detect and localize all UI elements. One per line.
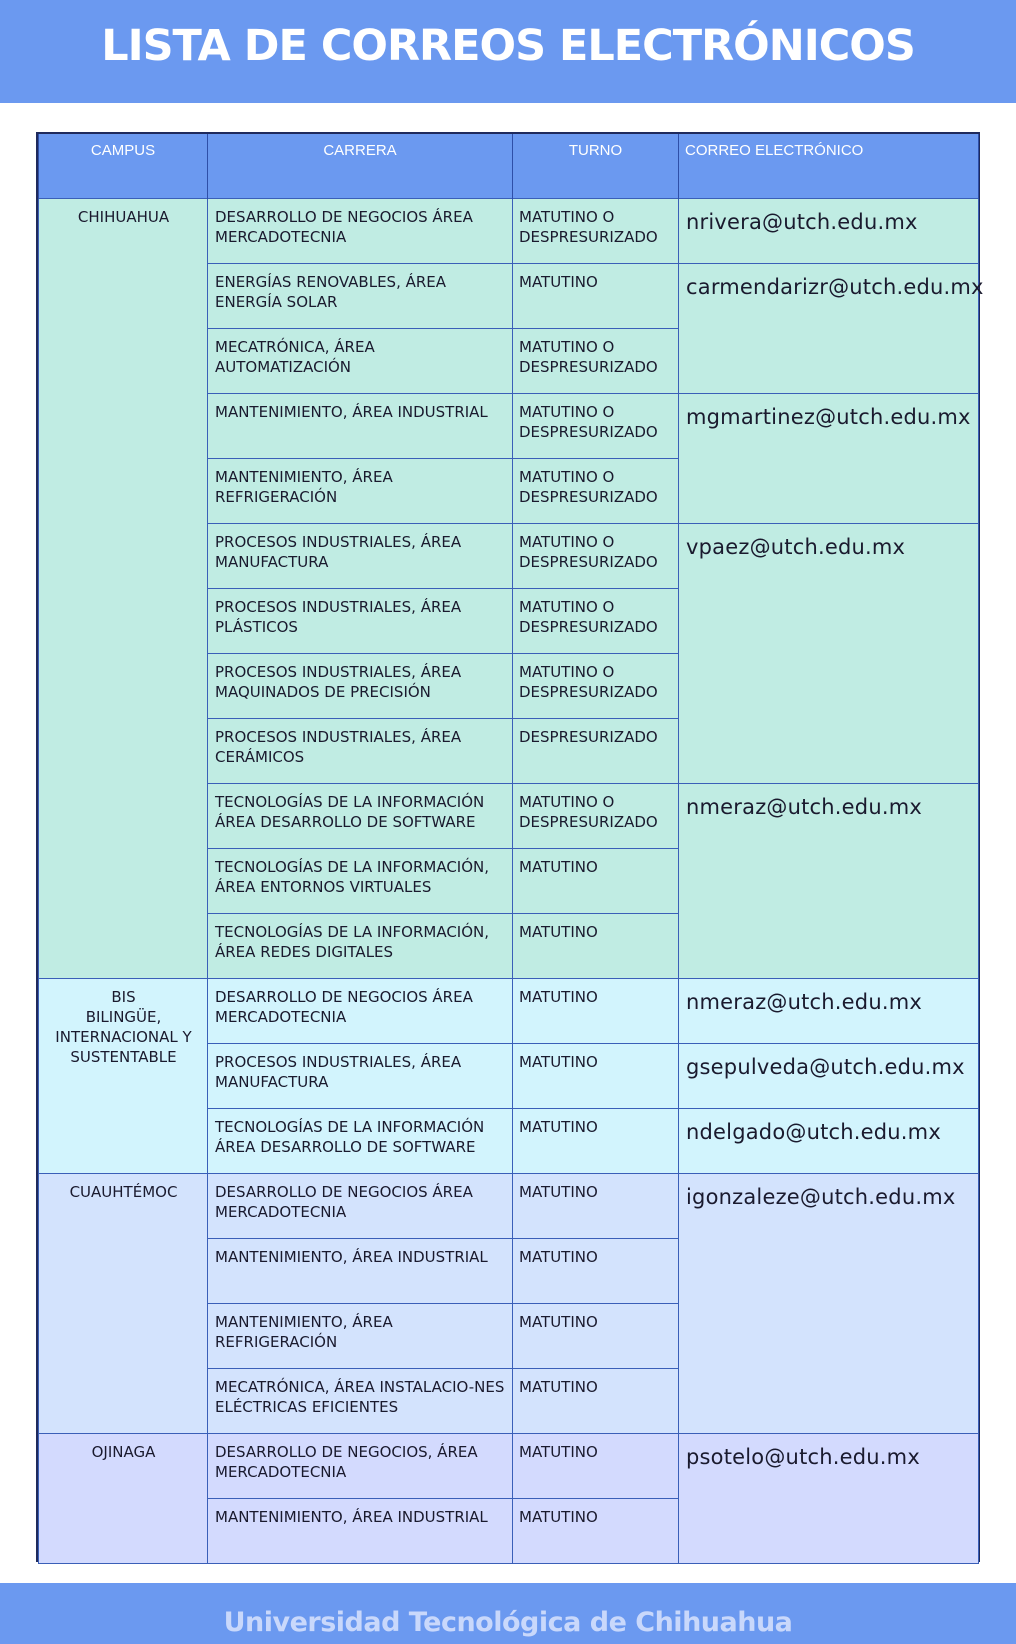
table-row bbox=[39, 1173, 979, 1238]
footer-university-name: Universidad Tecnológica de Chihuahua bbox=[223, 1607, 793, 1638]
email-table-container bbox=[36, 132, 984, 1562]
carrera-cell: MANTENIMIENTO, ÁREA REFRIGERACIÓN bbox=[208, 458, 513, 523]
carrera-cell: DESARROLLO DE NEGOCIOS ÁREA MERCADOTECNIA bbox=[208, 978, 513, 1043]
page-header bbox=[0, 0, 1016, 103]
email-link[interactable]: carmendarizr@utch.edu.mx bbox=[679, 263, 979, 393]
carrera-cell: MANTENIMIENTO, ÁREA INDUSTRIAL bbox=[208, 1238, 513, 1303]
turno-cell: MATUTINO O DESPRESURIZADO bbox=[513, 523, 679, 588]
email-link[interactable]: igonzaleze@utch.edu.mx bbox=[679, 1173, 979, 1433]
email-link[interactable]: gsepulveda@utch.edu.mx bbox=[679, 1043, 979, 1108]
table-header-row bbox=[39, 134, 979, 198]
carrera-cell: MANTENIMIENTO, ÁREA INDUSTRIAL bbox=[208, 1498, 513, 1563]
carrera-cell: MANTENIMIENTO, ÁREA INDUSTRIAL bbox=[208, 393, 513, 458]
carrera-cell: TECNOLOGÍAS DE LA INFORMACIÓN, ÁREA REDES DIGITALES bbox=[208, 913, 513, 978]
turno-cell: MATUTINO bbox=[513, 1043, 679, 1108]
turno-cell: MATUTINO bbox=[513, 1303, 679, 1368]
carrera-cell: TECNOLOGÍAS DE LA INFORMACIÓN ÁREA DESARROLLO DE SOFTWARE bbox=[208, 783, 513, 848]
turno-cell: MATUTINO bbox=[513, 1173, 679, 1238]
carrera-cell: PROCESOS INDUSTRIALES, ÁREA MANUFACTURA bbox=[208, 1043, 513, 1108]
email-link[interactable]: vpaez@utch.edu.mx bbox=[679, 523, 979, 783]
page-title: LISTA DE CORREOS ELECTRÓNICOS bbox=[101, 20, 915, 71]
column-header-carrera: CARRERA bbox=[208, 134, 513, 198]
carrera-cell: MECATRÓNICA, ÁREA AUTOMATIZACIÓN bbox=[208, 328, 513, 393]
campus-cell: CHIHUAHUA bbox=[39, 198, 208, 978]
email-link[interactable]: nmeraz@utch.edu.mx bbox=[679, 783, 979, 978]
carrera-cell: PROCESOS INDUSTRIALES, ÁREA CERÁMICOS bbox=[208, 718, 513, 783]
turno-cell: MATUTINO bbox=[513, 1433, 679, 1498]
carrera-cell: PROCESOS INDUSTRIALES, ÁREA MANUFACTURA bbox=[208, 523, 513, 588]
carrera-cell: TECNOLOGÍAS DE LA INFORMACIÓN ÁREA DESARROLLO DE SOFTWARE bbox=[208, 1108, 513, 1173]
turno-cell: MATUTINO bbox=[513, 848, 679, 913]
email-link[interactable]: nrivera@utch.edu.mx bbox=[679, 198, 979, 263]
turno-cell: MATUTINO bbox=[513, 1238, 679, 1303]
turno-cell: MATUTINO bbox=[513, 978, 679, 1043]
email-link[interactable]: ndelgado@utch.edu.mx bbox=[679, 1108, 979, 1173]
column-header-correo: CORREO ELECTRÓNICO bbox=[679, 134, 979, 198]
email-link[interactable]: mgmartinez@utch.edu.mx bbox=[679, 393, 979, 523]
carrera-cell: PROCESOS INDUSTRIALES, ÁREA MAQUINADOS DE PRECISIÓN bbox=[208, 653, 513, 718]
turno-cell: MATUTINO O DESPRESURIZADO bbox=[513, 198, 679, 263]
carrera-cell: PROCESOS INDUSTRIALES, ÁREA PLÁSTICOS bbox=[208, 588, 513, 653]
column-header-turno: TURNO bbox=[513, 134, 679, 198]
turno-cell: MATUTINO O DESPRESURIZADO bbox=[513, 653, 679, 718]
turno-cell: MATUTINO O DESPRESURIZADO bbox=[513, 588, 679, 653]
email-link[interactable]: psotelo@utch.edu.mx bbox=[679, 1433, 979, 1563]
turno-cell: MATUTINO O DESPRESURIZADO bbox=[513, 328, 679, 393]
turno-cell: MATUTINO O DESPRESURIZADO bbox=[513, 458, 679, 523]
carrera-cell: DESARROLLO DE NEGOCIOS ÁREA MERCADOTECNIA bbox=[208, 1173, 513, 1238]
turno-cell: MATUTINO O DESPRESURIZADO bbox=[513, 783, 679, 848]
column-header-campus: CAMPUS bbox=[39, 134, 208, 198]
table-row bbox=[39, 978, 979, 1043]
email-link[interactable]: nmeraz@utch.edu.mx bbox=[679, 978, 979, 1043]
turno-cell: MATUTINO bbox=[513, 1368, 679, 1433]
table-row bbox=[39, 198, 979, 263]
carrera-cell: DESARROLLO DE NEGOCIOS ÁREA MERCADOTECNIA bbox=[208, 198, 513, 263]
carrera-cell: DESARROLLO DE NEGOCIOS, ÁREA MERCADOTECNIA bbox=[208, 1433, 513, 1498]
table-row bbox=[39, 1433, 979, 1498]
carrera-cell: MECATRÓNICA, ÁREA INSTALACIO-NES ELÉCTRICAS EFICIENTES bbox=[208, 1368, 513, 1433]
turno-cell: MATUTINO bbox=[513, 1108, 679, 1173]
campus-cell: OJINAGA bbox=[39, 1433, 208, 1563]
turno-cell: DESPRESURIZADO bbox=[513, 718, 679, 783]
carrera-cell: TECNOLOGÍAS DE LA INFORMACIÓN, ÁREA ENTORNOS VIRTUALES bbox=[208, 848, 513, 913]
carrera-cell: ENERGÍAS RENOVABLES, ÁREA ENERGÍA SOLAR bbox=[208, 263, 513, 328]
turno-cell: MATUTINO bbox=[513, 1498, 679, 1563]
email-table bbox=[38, 134, 984, 1564]
turno-cell: MATUTINO O DESPRESURIZADO bbox=[513, 393, 679, 458]
turno-cell: MATUTINO bbox=[513, 913, 679, 978]
carrera-cell: MANTENIMIENTO, ÁREA REFRIGERACIÓN bbox=[208, 1303, 513, 1368]
campus-cell: CUAUHTÉMOC bbox=[39, 1173, 208, 1433]
turno-cell: MATUTINO bbox=[513, 263, 679, 328]
page-footer bbox=[0, 1583, 1016, 1644]
campus-cell: BIS BILINGÜE, INTERNACIONAL Y SUSTENTABLE bbox=[39, 978, 208, 1173]
